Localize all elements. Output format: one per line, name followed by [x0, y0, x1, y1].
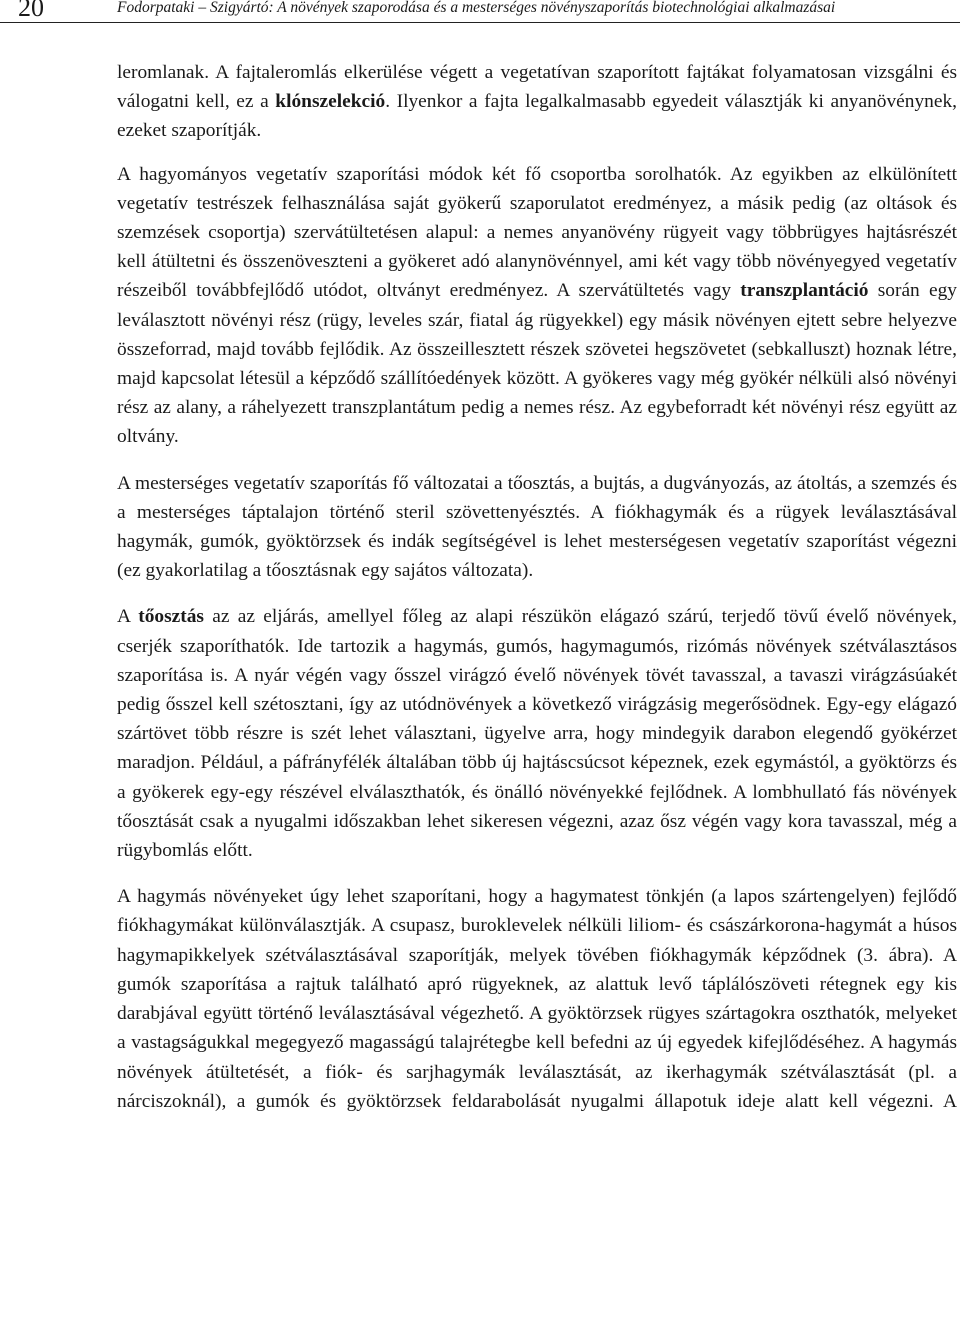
- paragraph-text: A: [117, 606, 139, 628]
- paragraph-text: során egy leválasztott növényi rész (rügy, leveles szár, fiatal ág rügyekkel) egy másik növényen ejtett sebre helyezve összeforrad, majd tovább fejlődik. Az összeillesztett részek szövetei hegszövetet (sebkalluszt) hoznak létre, majd kapcsolat létesül a képződő szállítóedények között. A gyökeres vagy még gyökér nélküli alsó növényi rész az alany, a ráhelyezett transzplantátum pedig a nemes rész. Az egybeforradt két növényi rész együtt az oltvány.: [117, 280, 957, 448]
- term-clone-selection: klónszelekció: [275, 91, 386, 113]
- paragraph-text: A hagyományos vegetatív szaporítási módok két fő csoportba sorolhatók. Az egyikben az elkülönített vegetatív testrészek felhasználása saját gyökerű szaporulatot eredményez, a másik pedig (az oltások és szemzések csoportja) szervátültetésen alapul: a nemes anyanövény rügyeit vagy többrügyes hajtásrészét kell átültetni és összenöveszteni a gyökeret adó alanynövénnyel, ami két vagy több növényegyed vegetatív részeiből továbbfejlődő utódot, oltványt eredményez. A szervátültetés vagy: [117, 163, 957, 302]
- running-header: [0, 0, 960, 23]
- paragraph-text: A mesterséges vegetatív szaporítás fő változatai a tőosztás, a bujtás, a dugványozás, az átoltás, a szemzés és a mesterséges táptalajon történő steril szövettenyésztés. A fiókhagymák és a rügyek leválasztásával hagymák, gumók, gyöktörzsek és indák segítségével is lehet mesterségesen vegetatív szaporítást végezni (ez gyakorlatilag a tőosztásnak egy sajátos változata).: [117, 472, 957, 582]
- paragraph-division: [117, 602, 957, 865]
- paragraph-traditional-methods: [117, 160, 957, 452]
- paragraph-text: leromlanak. A fajtaleromlás elkerülése végett a vegetatívan szaporított fajtákat folyamatosan vizsgálni és válogatni kell, ez a: [117, 62, 957, 113]
- paragraph-artificial-propagation: [117, 469, 957, 586]
- paragraph-text: az az eljárás, amellyel főleg az alapi részükön elágazó szárú, terjedő tövű évelő növények, cserjék szaporíthatók. Ide tartozik a hagymás, gumós, hagymagumós, rizómás növények szétválasztásos szaporítása is. A nyár végén vagy ősszel virágzó évelő növények tövét tavasszal, a tavaszi virágzásúakét pedig ősszel kell szétosztani, így az utódnövények a következő virágzásig megerősödnek. Egy-egy elágazó szártövet több részre is szét lehet választani, ügyelve arra, hogy mindegyik darabon elegendő gyökérzet maradjon. Például, a páfrányfélék általában több új hajtáscsúcsot képeznek, ezek egymástól, a gyöktörzs és a gyökerek egy-egy részével elválaszthatók, és önálló növényekké fejlődnek. A lombhullató fás növények tőosztását csak a nyugalmi időszakban lehet sikeresen végezni, azaz ősz végén vagy kora tavasszal, még a rügybomlás előtt.: [117, 606, 957, 862]
- term-division: tőosztás: [138, 606, 204, 628]
- paragraph-clone-selection: [117, 58, 957, 146]
- paragraph-bulbs: [117, 882, 957, 1116]
- page-number: 20: [18, 0, 44, 22]
- body-text: [117, 58, 957, 1116]
- paragraph-text: A hagymás növényeket úgy lehet szaporítani, hogy a hagymatest tönkjén (a lapos szártengelyen) fejlődő fiókhagymákat különválasztják. A csupasz, buroklevelek nélküli liliom- és császárkorona-hagymát a húsos hagymapikkelyek szétválasztásával szaporítják, melyek tövében fiókhagymák képződnek (3. ábra). A gumók szaporítása a rajtuk található apró rügyeknek, az alattuk levő táplálószöveti rétegnek egy kis darabjával együtt történő leválasztásával végezhető. A gyöktörzsek rügyes szártagokra oszthatók, melyeket a vastagságukkal megegyező magasságú talajrétegbe kell befedni az új egyedek kifejlődéséhez. A hagymás növények átültetését, a fiók- és sarjhagymák leválasztását, az ikerhagymák szétválasztását (pl. a nárciszoknál), a gumók és gyöktörzsek feldarabolását nyugalmi állapotuk ideje alatt kell végezni. A: [117, 886, 957, 1112]
- paragraph-text: . Ilyenkor a fajta legalkalmasabb egyedeit választják ki anyanövénynek, ezeket szaporítják.: [117, 91, 957, 142]
- term-transplantation: transzplantáció: [740, 280, 869, 302]
- running-title: Fodorpataki – Szigyártó: A növények szaporodása és a mesterséges növényszaporítás biotechnológiai alkalmazásai: [117, 0, 836, 16]
